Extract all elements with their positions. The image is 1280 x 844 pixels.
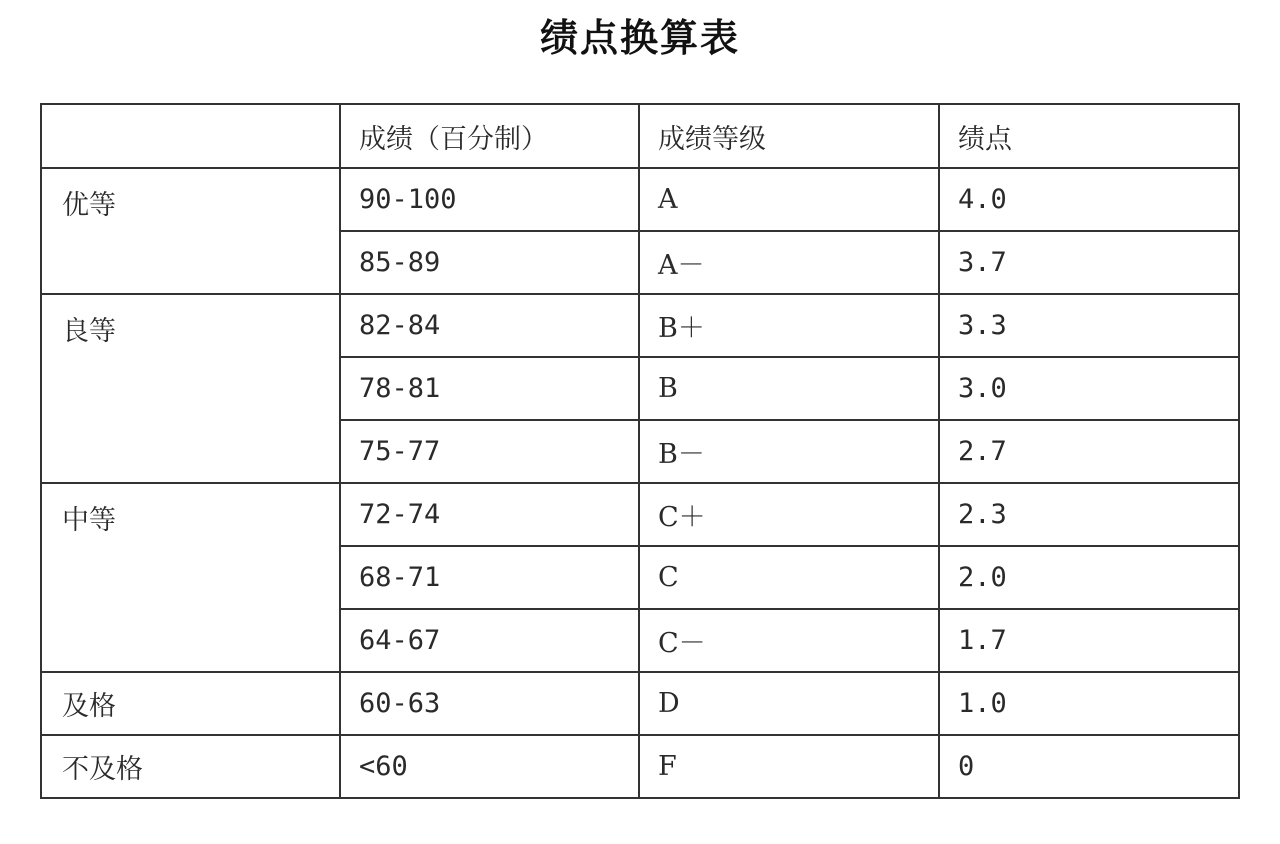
grade-cell: B－: [639, 420, 939, 483]
gpa-cell: 2.7: [939, 420, 1239, 483]
score-cell: 90-100: [340, 168, 639, 231]
gpa-cell: 3.7: [939, 231, 1239, 294]
header-score: 成绩（百分制）: [340, 104, 639, 168]
table-row: [41, 294, 1239, 357]
table-header-row: [41, 104, 1239, 168]
score-cell: 64-67: [340, 609, 639, 672]
level-cell: 及格: [41, 672, 340, 735]
gpa-cell: 0: [939, 735, 1239, 798]
gpa-cell: 2.0: [939, 546, 1239, 609]
score-cell: 85-89: [340, 231, 639, 294]
table-row: [41, 672, 1239, 735]
gpa-cell: 2.3: [939, 483, 1239, 546]
grade-cell: C: [639, 546, 939, 609]
level-cell: 不及格: [41, 735, 340, 798]
score-cell: 72-74: [340, 483, 639, 546]
page-title: 绩点换算表: [539, 16, 740, 60]
grade-cell: A: [639, 168, 939, 231]
gpa-cell: 1.7: [939, 609, 1239, 672]
grade-cell: F: [639, 735, 939, 798]
grade-cell: B＋: [639, 294, 939, 357]
header-grade: 成绩等级: [639, 104, 939, 168]
gpa-cell: 3.0: [939, 357, 1239, 420]
header-gpa: 绩点: [939, 104, 1239, 168]
gpa-conversion-table: [40, 103, 1240, 799]
header-level: [41, 104, 340, 168]
table-row: [41, 735, 1239, 798]
gpa-cell: 3.3: [939, 294, 1239, 357]
table-row: [41, 483, 1239, 546]
score-cell: 78-81: [340, 357, 639, 420]
gpa-cell: 1.0: [939, 672, 1239, 735]
score-cell: 60-63: [340, 672, 639, 735]
score-cell: <60: [340, 735, 639, 798]
grade-cell: A－: [639, 231, 939, 294]
level-cell: 良等: [41, 294, 340, 483]
grade-cell: B: [639, 357, 939, 420]
score-cell: 68-71: [340, 546, 639, 609]
grade-cell: C＋: [639, 483, 939, 546]
grade-cell: D: [639, 672, 939, 735]
gpa-cell: 4.0: [939, 168, 1239, 231]
level-cell: 中等: [41, 483, 340, 672]
table-row: [41, 168, 1239, 231]
score-cell: 75-77: [340, 420, 639, 483]
grade-cell: C－: [639, 609, 939, 672]
score-cell: 82-84: [340, 294, 639, 357]
level-cell: 优等: [41, 168, 340, 294]
